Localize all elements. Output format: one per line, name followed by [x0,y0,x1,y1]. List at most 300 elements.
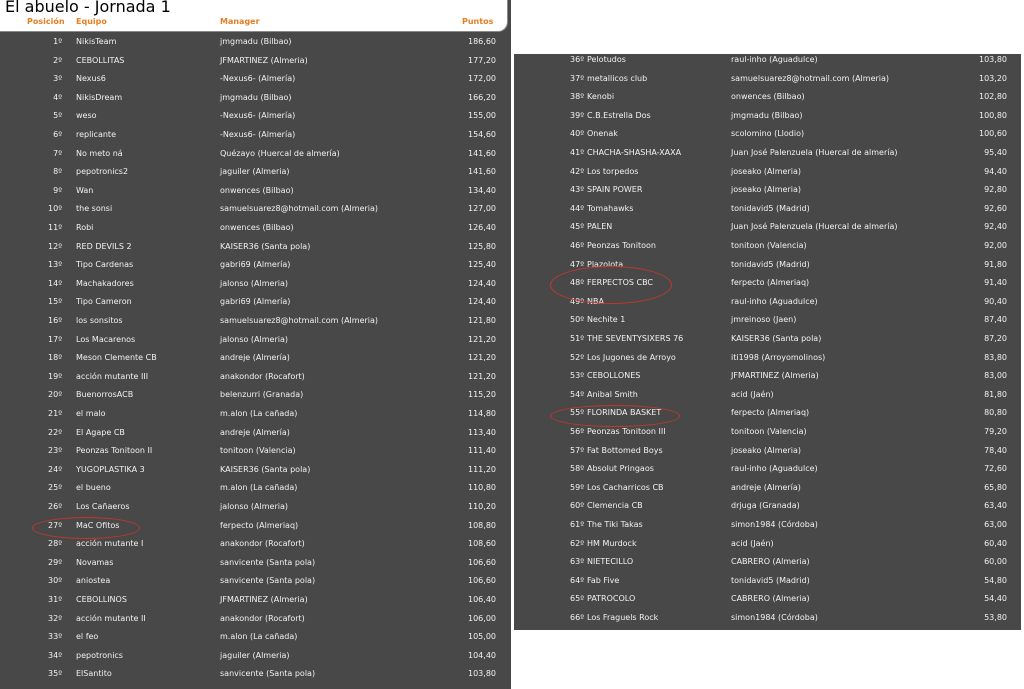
table-row [0,70,511,89]
team-cell: Meson Clemente CB [76,353,157,363]
team-cell: pepotronics2 [76,167,129,177]
points-cell: 134,40 [468,185,496,195]
team-cell: Fab Five [587,575,620,585]
manager-cell: onwences (Bilbao) [731,92,805,102]
points-cell: 92,00 [984,241,1007,250]
team-cell: los sonsitos [76,316,123,325]
manager-cell: tonitoon (Valencia) [731,241,807,250]
team-cell: RED DEVILS 2 [76,241,132,251]
manager-cell: Juan José Palenzuela (Huercal de almería) [731,222,898,232]
team-cell: Fat Bottomed Boys [587,445,663,455]
points-cell: 141,60 [468,167,496,177]
table-row [514,404,1021,423]
position-cell: 63º [570,557,584,567]
position-cell: 51º [570,334,584,343]
team-cell: HM Murdock [587,538,637,548]
table-row [514,218,1021,237]
team-cell: No meto ná [76,148,123,158]
manager-cell: simon1984 (Córdoba) [731,520,818,529]
manager-cell: JFMARTINEZ (Almeria) [220,55,308,65]
position-cell: 4º [53,92,62,102]
manager-cell: jaguiler (Almeria) [220,650,290,660]
team-cell: Tomahawks [587,203,634,213]
team-cell: the sonsi [76,204,113,214]
table-row [514,256,1021,275]
position-cell: 1º [53,37,62,46]
position-cell: 2º [53,55,62,65]
manager-cell: Quézayo (Huercal de almería) [220,148,340,158]
points-cell: 177,20 [468,55,496,65]
table-row [514,107,1021,126]
position-cell: 38º [570,92,584,102]
position-cell: 64º [570,575,584,585]
position-cell: 62º [570,538,584,548]
position-cell: 40º [570,129,584,139]
team-cell: THE SEVENTYSIXERS 76 [587,334,684,343]
table-row [0,442,511,461]
position-cell: 39º [570,110,584,120]
table-row [514,200,1021,219]
manager-cell: joseako (Almeria) [731,166,801,176]
points-cell: 121,80 [468,316,496,325]
position-cell: 25º [48,483,62,493]
points-cell: 166,20 [468,92,496,102]
position-cell: 28º [48,539,62,549]
points-cell: 155,00 [468,111,496,121]
manager-cell: JFMARTINEZ (Almeria) [220,595,308,604]
team-cell: NBA [587,296,604,306]
table-row [0,275,511,294]
manager-cell: CABRERO (Almeria) [731,594,810,604]
team-cell: Los torpedos [587,166,639,176]
table-row [0,554,511,573]
manager-cell: raul-inho (Aguadulce) [731,464,818,474]
table-row [0,517,511,536]
manager-cell: andreje (Almería) [731,482,801,492]
table-row [514,535,1021,554]
manager-cell: gabri69 (Almería) [220,260,291,270]
manager-cell: raul-inho (Aguadulce) [731,296,818,306]
table-row [0,145,511,164]
table-row [0,349,511,368]
points-cell: 72,60 [984,464,1007,474]
points-cell: 100,60 [979,129,1007,139]
manager-cell: KAISER36 (Santa pola) [731,334,822,343]
position-cell: 44º [570,203,584,213]
position-cell: 43º [570,185,584,195]
position-cell: 49º [570,296,584,306]
manager-cell: jaguiler (Almeria) [220,167,290,177]
table-row [0,535,511,554]
position-cell: 9º [53,185,62,195]
team-cell: Onenak [587,129,618,139]
table-row [0,293,511,312]
team-cell: SPAIN POWER [587,185,643,195]
manager-cell: gabri69 (Almería) [220,297,291,307]
points-cell: 63,40 [984,501,1007,511]
position-cell: 59º [570,482,584,492]
points-cell: 105,00 [468,632,496,642]
manager-cell: anakondor (Rocafort) [220,539,305,549]
position-cell: 47º [570,259,584,269]
table-row [514,51,1021,70]
table-row [514,442,1021,461]
table-row [0,331,511,350]
position-cell: 33º [48,632,62,642]
points-cell: 83,00 [984,371,1007,381]
manager-cell: anakondor (Rocafort) [220,613,305,623]
manager-cell: anakondor (Rocafort) [220,371,305,381]
team-cell: El Agape CB [76,427,125,437]
team-cell: Nexus6 [76,74,106,84]
manager-cell: jalonso (Almeria) [220,278,288,288]
points-cell: 154,60 [468,130,496,139]
points-cell: 90,40 [984,296,1007,306]
points-cell: 113,40 [468,427,496,437]
table-row [0,107,511,126]
team-cell: Novamas [76,557,114,567]
position-cell: 21º [48,409,62,418]
manager-cell: jmgmadu (Bilbao) [220,92,292,102]
team-cell: Los Cacharricos CB [587,482,664,492]
team-cell: PALEN [587,222,613,232]
points-cell: 141,60 [468,148,496,158]
manager-cell: onwences (Bilbao) [220,223,294,232]
manager-cell: KAISER36 (Santa pola) [220,241,311,251]
position-cell: 42º [570,166,584,176]
manager-cell: raul-inho (Aguadulce) [731,55,818,64]
team-cell: NikisDream [76,92,123,102]
table-row [514,163,1021,182]
position-cell: 60º [570,501,584,511]
table-row [514,125,1021,144]
table-row [514,553,1021,572]
table-header [0,17,508,30]
position-cell: 16º [48,316,62,325]
team-cell: CEBOLLONES [587,371,641,381]
team-cell: Wan [76,185,94,195]
table-row [514,311,1021,330]
position-cell: 24º [48,464,62,474]
points-cell: 114,80 [468,409,496,418]
points-cell: 91,40 [984,278,1007,288]
points-cell: 95,40 [984,148,1007,157]
team-cell: acción mutante II [76,613,146,623]
position-cell: 12º [48,241,62,251]
team-cell: ElSantito [76,669,112,679]
manager-cell: tonidavid5 (Madrid) [731,575,810,585]
table-row [514,590,1021,609]
table-row [0,200,511,219]
table-row [0,89,511,108]
manager-cell: acid (Jaén) [731,389,774,399]
header-points: Puntos [462,17,494,26]
team-cell: NikisTeam [76,37,117,46]
manager-cell: JFMARTINEZ (Almeria) [731,371,819,381]
table-row [0,126,511,145]
table-row [514,572,1021,591]
position-cell: 61º [570,520,584,529]
table-row [0,386,511,405]
manager-cell: joseako (Almeria) [731,185,801,195]
points-cell: 110,20 [468,502,496,511]
team-cell: YUGOPLASTIKA 3 [76,464,145,474]
team-cell: Los Jugones de Arroyo [587,352,676,362]
team-cell: Pelotudos [587,55,626,64]
team-cell: replicante [76,130,116,139]
points-cell: 60,40 [984,538,1007,548]
team-cell: weso [76,111,97,121]
points-cell: 124,40 [468,297,496,307]
team-cell: The Tiki Takas [587,520,643,529]
table-row [0,610,511,629]
position-cell: 35º [48,669,62,679]
position-cell: 50º [570,315,584,325]
team-cell: Machakadores [76,278,134,288]
table-row [514,609,1021,628]
manager-cell: ferpecto (Almeriaq) [220,520,299,530]
team-cell: NIETECILLO [587,557,634,567]
team-cell: PATROCOLO [587,594,636,604]
table-row [514,293,1021,312]
points-cell: 125,40 [468,260,496,270]
points-cell: 91,80 [984,259,1007,269]
points-cell: 106,00 [468,613,496,623]
points-cell: 87,40 [984,315,1007,325]
team-cell: el malo [76,409,106,418]
team-cell: Tipo Cameron [76,297,132,307]
position-cell: 55º [570,408,584,418]
team-cell: FERPECTOS CBC [587,278,654,288]
team-cell: pepotronics [76,650,123,660]
position-cell: 34º [48,650,62,660]
team-cell: BuenorrosACB [76,390,134,400]
team-cell: C.B.Estrella Dos [587,110,651,120]
manager-cell: tonidavid5 (Madrid) [731,203,810,213]
points-cell: 103,80 [468,669,496,679]
table-row [514,70,1021,89]
position-cell: 15º [48,297,62,307]
points-cell: 108,60 [468,539,496,549]
table-row [0,665,511,684]
manager-cell: tonitoon (Valencia) [220,446,296,456]
manager-cell: ferpecto (Almeriaq) [731,278,810,288]
manager-cell: m.alon (La cañada) [220,409,298,418]
table-row [0,368,511,387]
table-row [0,461,511,480]
page-title: El abuelo - Jornada 1 [5,0,171,16]
points-cell: 83,80 [984,352,1007,362]
position-cell: 58º [570,464,584,474]
team-cell: Robi [76,223,94,232]
points-cell: 111,20 [468,464,496,474]
header-manager: Manager [220,17,260,26]
manager-cell: simon1984 (Córdoba) [731,613,818,622]
table-row [514,237,1021,256]
manager-cell: scolomino (Llodio) [731,129,805,139]
table-row [0,405,511,424]
table-row [514,88,1021,107]
points-cell: 79,20 [984,427,1007,436]
table-row [514,386,1021,405]
points-cell: 121,20 [468,371,496,381]
team-cell: FLORINDA BASKET [587,408,662,418]
points-cell: 115,20 [468,390,496,400]
team-cell: CEBOLLITAS [76,55,125,65]
position-cell: 18º [48,353,62,363]
manager-cell: m.alon (La cañada) [220,632,298,642]
team-cell: Peonzas Tonitoon [587,241,656,250]
team-cell: el feo [76,632,99,642]
table-row [0,628,511,647]
team-cell: Plazolota [587,259,624,269]
team-cell: Los Fraguels Rock [587,613,659,622]
position-cell: 6º [53,130,62,139]
position-cell: 54º [570,389,584,399]
points-cell: 110,80 [468,483,496,493]
position-cell: 36º [570,55,584,64]
table-row [514,330,1021,349]
table-row [0,238,511,257]
manager-cell: ferpecto (Almeriaq) [731,408,810,418]
points-cell: 54,80 [984,575,1007,585]
table-row [514,367,1021,386]
team-cell: acción mutante I [76,539,144,549]
title-bar [0,0,508,32]
points-cell: 63,00 [984,520,1007,529]
header-team: Equipo [76,17,107,26]
points-cell: 92,80 [984,185,1007,195]
table-row [0,182,511,201]
manager-cell: andreje (Almería) [220,353,290,363]
table-row [514,460,1021,479]
manager-cell: jmgmadu (Bilbao) [220,37,292,46]
team-cell: Kenobi [587,92,615,102]
position-cell: 45º [570,222,584,232]
points-cell: 111,40 [468,446,496,456]
points-cell: 186,60 [468,37,496,46]
position-cell: 3º [53,74,62,84]
manager-cell: acid (Jaén) [731,538,774,548]
points-cell: 94,40 [984,166,1007,176]
position-cell: 46º [570,241,584,250]
table-row [514,479,1021,498]
position-cell: 57º [570,445,584,455]
team-cell: CEBOLLINOS [76,595,127,604]
table-row [514,349,1021,368]
table-row [0,498,511,517]
position-cell: 30º [48,576,62,586]
team-cell: Los Cañaeros [76,502,130,511]
points-cell: 87,20 [984,334,1007,343]
position-cell: 17º [48,334,62,344]
manager-cell: KAISER36 (Santa pola) [220,464,311,474]
team-cell: Anibal Smith [587,389,638,399]
manager-cell: CABRERO (Almeria) [731,557,810,567]
team-cell: aniostea [76,576,111,586]
team-cell: Clemencia CB [587,501,643,511]
points-cell: 103,20 [979,73,1007,83]
position-cell: 37º [570,73,584,83]
table-row [0,33,511,52]
position-cell: 14º [48,278,62,288]
points-cell: 106,60 [468,557,496,567]
table-row [0,591,511,610]
points-cell: 81,80 [984,389,1007,399]
manager-cell: sanvicente (Santa pola) [220,669,316,679]
table-row [0,479,511,498]
points-cell: 92,60 [984,203,1007,213]
points-cell: 124,40 [468,278,496,288]
position-cell: 41º [570,148,584,157]
points-cell: 100,80 [979,110,1007,120]
manager-cell: iti1998 (Arroyomolinos) [731,352,826,362]
position-cell: 8º [53,167,62,177]
table-row [0,312,511,331]
manager-cell: belenzurri (Granada) [220,390,304,400]
manager-cell: samuelsuarez8@hotmail.com (Almeria) [220,204,379,214]
points-cell: 106,40 [468,595,496,604]
ranking-panel-right [514,54,1021,630]
team-cell: Nechite 1 [587,315,626,325]
manager-cell: -Nexus6- (Almería) [220,130,296,139]
table-row [514,423,1021,442]
position-cell: 65º [570,594,584,604]
table-row [0,219,511,238]
position-cell: 53º [570,371,584,381]
table-row [0,572,511,591]
table-row [0,256,511,275]
team-cell: Absolut Pringaos [587,464,654,474]
position-cell: 32º [48,613,62,623]
manager-cell: andreje (Almería) [220,427,290,437]
table-row [0,163,511,182]
points-cell: 127,00 [468,204,496,214]
position-cell: 26º [48,502,62,511]
table-row [0,52,511,71]
team-cell: Los Macarenos [76,334,136,344]
position-cell: 11º [48,223,62,232]
points-cell: 53,80 [984,613,1007,622]
position-cell: 19º [48,371,62,381]
table-row [0,647,511,666]
team-cell: CHACHA-SHASHA-XAXA [587,148,682,157]
position-cell: 52º [570,352,584,362]
team-cell: Peonzas Tonitoon III [587,427,666,436]
position-cell: 20º [48,390,62,400]
position-cell: 5º [53,111,62,121]
manager-cell: sanvicente (Santa pola) [220,576,316,586]
manager-cell: tonitoon (Valencia) [731,427,807,436]
points-cell: 92,40 [984,222,1007,232]
points-cell: 104,40 [468,650,496,660]
position-cell: 7º [53,148,62,158]
manager-cell: -Nexus6- (Almería) [220,74,296,84]
manager-cell: jalonso (Almeria) [220,502,288,511]
manager-cell: Juan José Palenzuela (Huercal de almería) [731,148,898,157]
team-cell: acción mutante III [76,371,149,381]
position-cell: 66º [570,613,584,622]
team-cell: el bueno [76,483,111,493]
points-cell: 121,20 [468,353,496,363]
ranking-panel-left [0,0,511,689]
manager-cell: drjuga (Granada) [731,501,800,511]
manager-cell: -Nexus6- (Almería) [220,111,296,121]
position-cell: 23º [48,446,62,456]
points-cell: 80,80 [984,408,1007,418]
manager-cell: joseako (Almeria) [731,445,801,455]
points-cell: 65,80 [984,482,1007,492]
